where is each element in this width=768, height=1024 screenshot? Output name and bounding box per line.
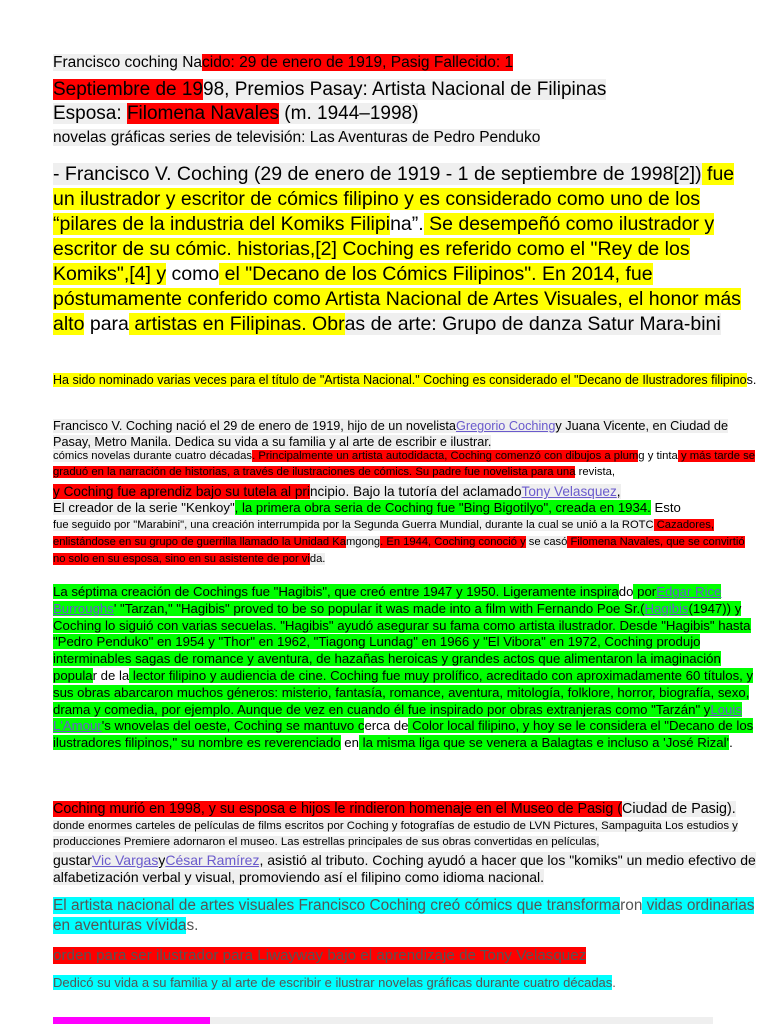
death-paragraph: Coching murió en 1998, y su esposa e hijos le rindieron homenaje en el Museo de Pasig (Ciudad de Pasig). (53, 801, 736, 817)
death-paragraph-3: gustarVic VargasyCésar Ramírez, asistió al tributo. Coching ayudó a hacer que los "komiks" un medio efectivo de alfabetización verbal y visual, promoviendo así el filipino como idioma nacional. (53, 852, 756, 885)
nominated-paragraph: Ha sido nominado varias veces para el título de "Artista Nacional." Coching es considerado el "Decano de Ilustradores filipinos. (53, 373, 757, 387)
closing-paragraph-1: El artista nacional de artes visuales Francisco Coching creó cómics que transformaron vidas ordinarias en aventuras vívidas. (53, 897, 755, 934)
link-cesar-ramirez[interactable]: César Ramírez (165, 852, 260, 868)
link-hagibis[interactable]: Hagibis (644, 600, 689, 616)
link-edgar-rice-burroughs[interactable]: Edgar Rice Burroughs (53, 584, 722, 616)
bio-paragraph: Francisco V. Coching nació el 29 de enero de 1919, hijo de un novelistaGregorio Cochingy Juana Vicente, en Ciudad de Pasay, Metro Manila. Dedica su vida a su familia y al arte de escribir e ilustrar. (53, 419, 729, 449)
bio-paragraph-4: El creador de la serie "Kenkoy", la primera obra seria de Coching fue "Bing Bigotilyo", creada en 1934. Esto (53, 500, 681, 515)
header-line-2: Septiembre de 1998, Premios Pasay: Artista Nacional de Filipinas (53, 79, 607, 100)
header-line-3: Esposa: Filomena Navales (m. 1944–1998) (53, 103, 419, 124)
closing-paragraph-3: Dedicó su vida a su familia y al arte de escribir e ilustrar novelas gráficas durante cuatro décadas. (53, 975, 616, 990)
bio-paragraph-2: cómics novelas durante cuatro décadas. Principalmente un artista autodidacta, Coching comenzó con dibujos a plumg y tinta y más tarde se graduó en la narración de historias, a través de ilustraciones de cómics. Su padre fue novelista para una revista, (53, 450, 756, 478)
hagibis-paragraph: La séptima creación de Cochings fue "Hagibis", que creó entre 1947 y 1950. Ligeramente inspirado porEdgar Rice Burroughs' "Tarzan," "Hagibis" proved to be so popular it was made into a film with Fernando Poe Sr.(Hagibis(1947)) y Coching lo siguió con varias secuelas. "Hagibis" ayudó asegurar su fama como artista ilustrador. Desde "Hagibis" hasta "Pedro Penduko" en 1954 y "Thor" en 1962, "Tiagong Lundag" en 1966 y "El Vibora" en 1972, Coching produjo interminables sagas de romance y aventura, de hazañas heroicas y grandes actos que alimentaron la imaginación popular de la lector filipino y audiencia de cine. Coching fue muy prolífico, acreditado con aproximadamente 60 títulos, y sus obras abarcaron muchos géneros: misterio, fantasía, romance, aventura, mitología, folklore, horror, biografía, sexo, drama y comedia, por ejemplo. Aunque de vez en cuando él fue inspirado por obras extranjeras como "Tarzán" yLouis L'Amour's wnovelas del oeste, Coching se mantuvo cerca de Color local filipino, y hoy se le considera el "Decano de los ilustradores filipinos," su nombre es reverenciado en la misma liga que se venera a Balagtas e incluso a 'José Rizal'. (53, 584, 754, 751)
intro-paragraph: - Francisco V. Coching (29 de enero de 1919 - 1 de septiembre de 1998[2]) fue un ilustrador y escritor de cómics filipino y es considerado como uno de los “pilares de la industria del Komiks Filipina”. Se desempeñó como ilustrador y escritor de su cómic. historias,[2] Coching es referido como el "Rey de los Komiks",[4] y como el "Decano de los Cómics Filipinos". En 2014, fue póstumamente conferido como Artista Nacional de Artes Visuales, el honor más alto para artistas en Filipinas. Obras de arte: Grupo de danza Satur Mara-bini (53, 163, 741, 335)
link-gregorio-coching[interactable]: Gregorio Coching (455, 419, 556, 433)
bottom-highlight-bar (53, 1017, 210, 1024)
bottom-divider (53, 1017, 713, 1024)
link-tony-velasquez[interactable]: Tony Velasquez (521, 484, 617, 499)
bio-paragraph-5: fue seguido por "Marabini", una creación interrumpida por la Segunda Guerra Mundial, durante la cual se unió a la ROTC Cazadores, enlistándose en su grupo de guerrilla llamado la Unidad Kamgong. En 1944, Coching conoció y se casó Filomena Navales, que se convirtió no solo en su esposa, sino en su asistente de por vida. (53, 519, 745, 565)
bio-paragraph-3: y Coching fue aprendiz bajo su tutela al principio. Bajo la tutoría del aclamadoTony Velasquez, (53, 484, 621, 499)
closing-paragraph-2: orden para ser ilustrador para Liwayway bajo el aprendizaje de Tony Velasquez (53, 947, 587, 964)
link-louis-lamour[interactable]: Louis L'Amour (53, 701, 742, 734)
header-line-1: Francisco coching Nacido: 29 de enero de 1919, Pasig Fallecido: 1 (53, 54, 514, 71)
link-vic-vargas[interactable]: Vic Vargas (91, 852, 159, 868)
death-paragraph-2: donde enormes carteles de películas de films escritos por Coching y fotografías de estudio de LVN Pictures, Sampaguita Los estudios y producciones Premiere adornaron el museo. Las estrellas principales de sus obras convertidas en películas, (53, 820, 738, 848)
header-line-4: novelas gráficas series de televisión: Las Aventuras de Pedro Penduko (53, 129, 541, 146)
